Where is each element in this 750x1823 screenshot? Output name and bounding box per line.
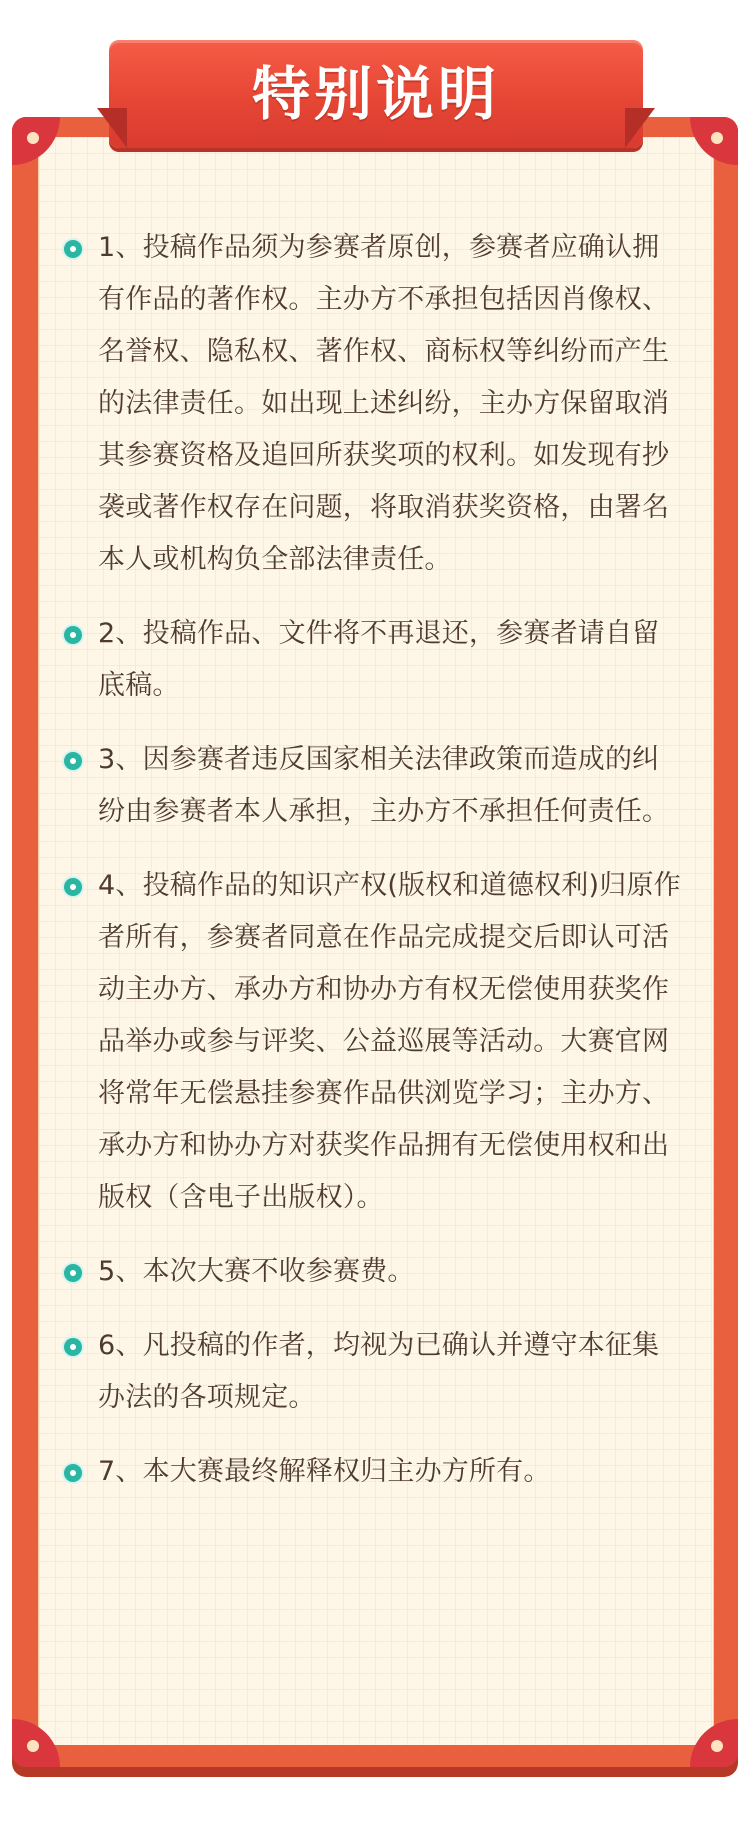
bullet-icon <box>64 1464 82 1482</box>
note-text-5: 5、本次大赛不收参赛费。 <box>98 1256 415 1287</box>
note-item-3 <box>64 734 684 838</box>
bullet-icon <box>64 626 82 644</box>
bullet-icon <box>64 878 82 896</box>
note-text-1: 1、投稿作品须为参赛者原创，参赛者应确认拥有作品的著作权。主办方不承担包括因肖像权、名誉权、隐私权、著作权、商标权等纠纷而产生的法律责任。如出现上述纠纷，主办方保留取消其参赛资格及追回所获奖项的权利。如发现有抄袭或著作权存在问题，将取消获奖资格，由署名本人或机构负全部法律责任。 <box>98 232 670 575</box>
page-title: 特别说明 <box>251 60 500 128</box>
note-text-6: 6、凡投稿的作者，均视为已确认并遵守本征集办法的各项规定。 <box>98 1330 660 1413</box>
bullet-icon <box>64 1264 82 1282</box>
note-item-6 <box>64 1320 684 1424</box>
bullet-icon <box>64 240 82 258</box>
note-text-2: 2、投稿作品、文件将不再退还，参赛者请自留底稿。 <box>98 618 660 701</box>
bullet-icon <box>64 752 82 770</box>
note-item-4 <box>64 860 684 1224</box>
special-notes-list <box>64 222 684 1520</box>
note-item-7 <box>64 1446 684 1498</box>
note-item-2 <box>64 608 684 712</box>
title-ribbon <box>109 40 643 148</box>
note-item-5 <box>64 1246 684 1298</box>
note-item-1 <box>64 222 684 586</box>
note-text-3: 3、因参赛者违反国家相关法律政策而造成的纠纷由参赛者本人承担，主办方不承担任何责任。 <box>98 744 670 827</box>
bullet-icon <box>64 1338 82 1356</box>
note-text-7: 7、本大赛最终解释权归主办方所有。 <box>98 1456 551 1487</box>
note-text-4: 4、投稿作品的知识产权(版权和道德权利)归原作者所有，参赛者同意在作品完成提交后即认可活动主办方、承办方和协办方有权无偿使用获奖作品举办或参与评奖、公益巡展等活动。大赛官网将常年无偿悬挂参赛作品供浏览学习；主办方、承办方和协办方对获奖作品拥有无偿使用权和出版权（含电子出版权）。 <box>98 870 681 1213</box>
